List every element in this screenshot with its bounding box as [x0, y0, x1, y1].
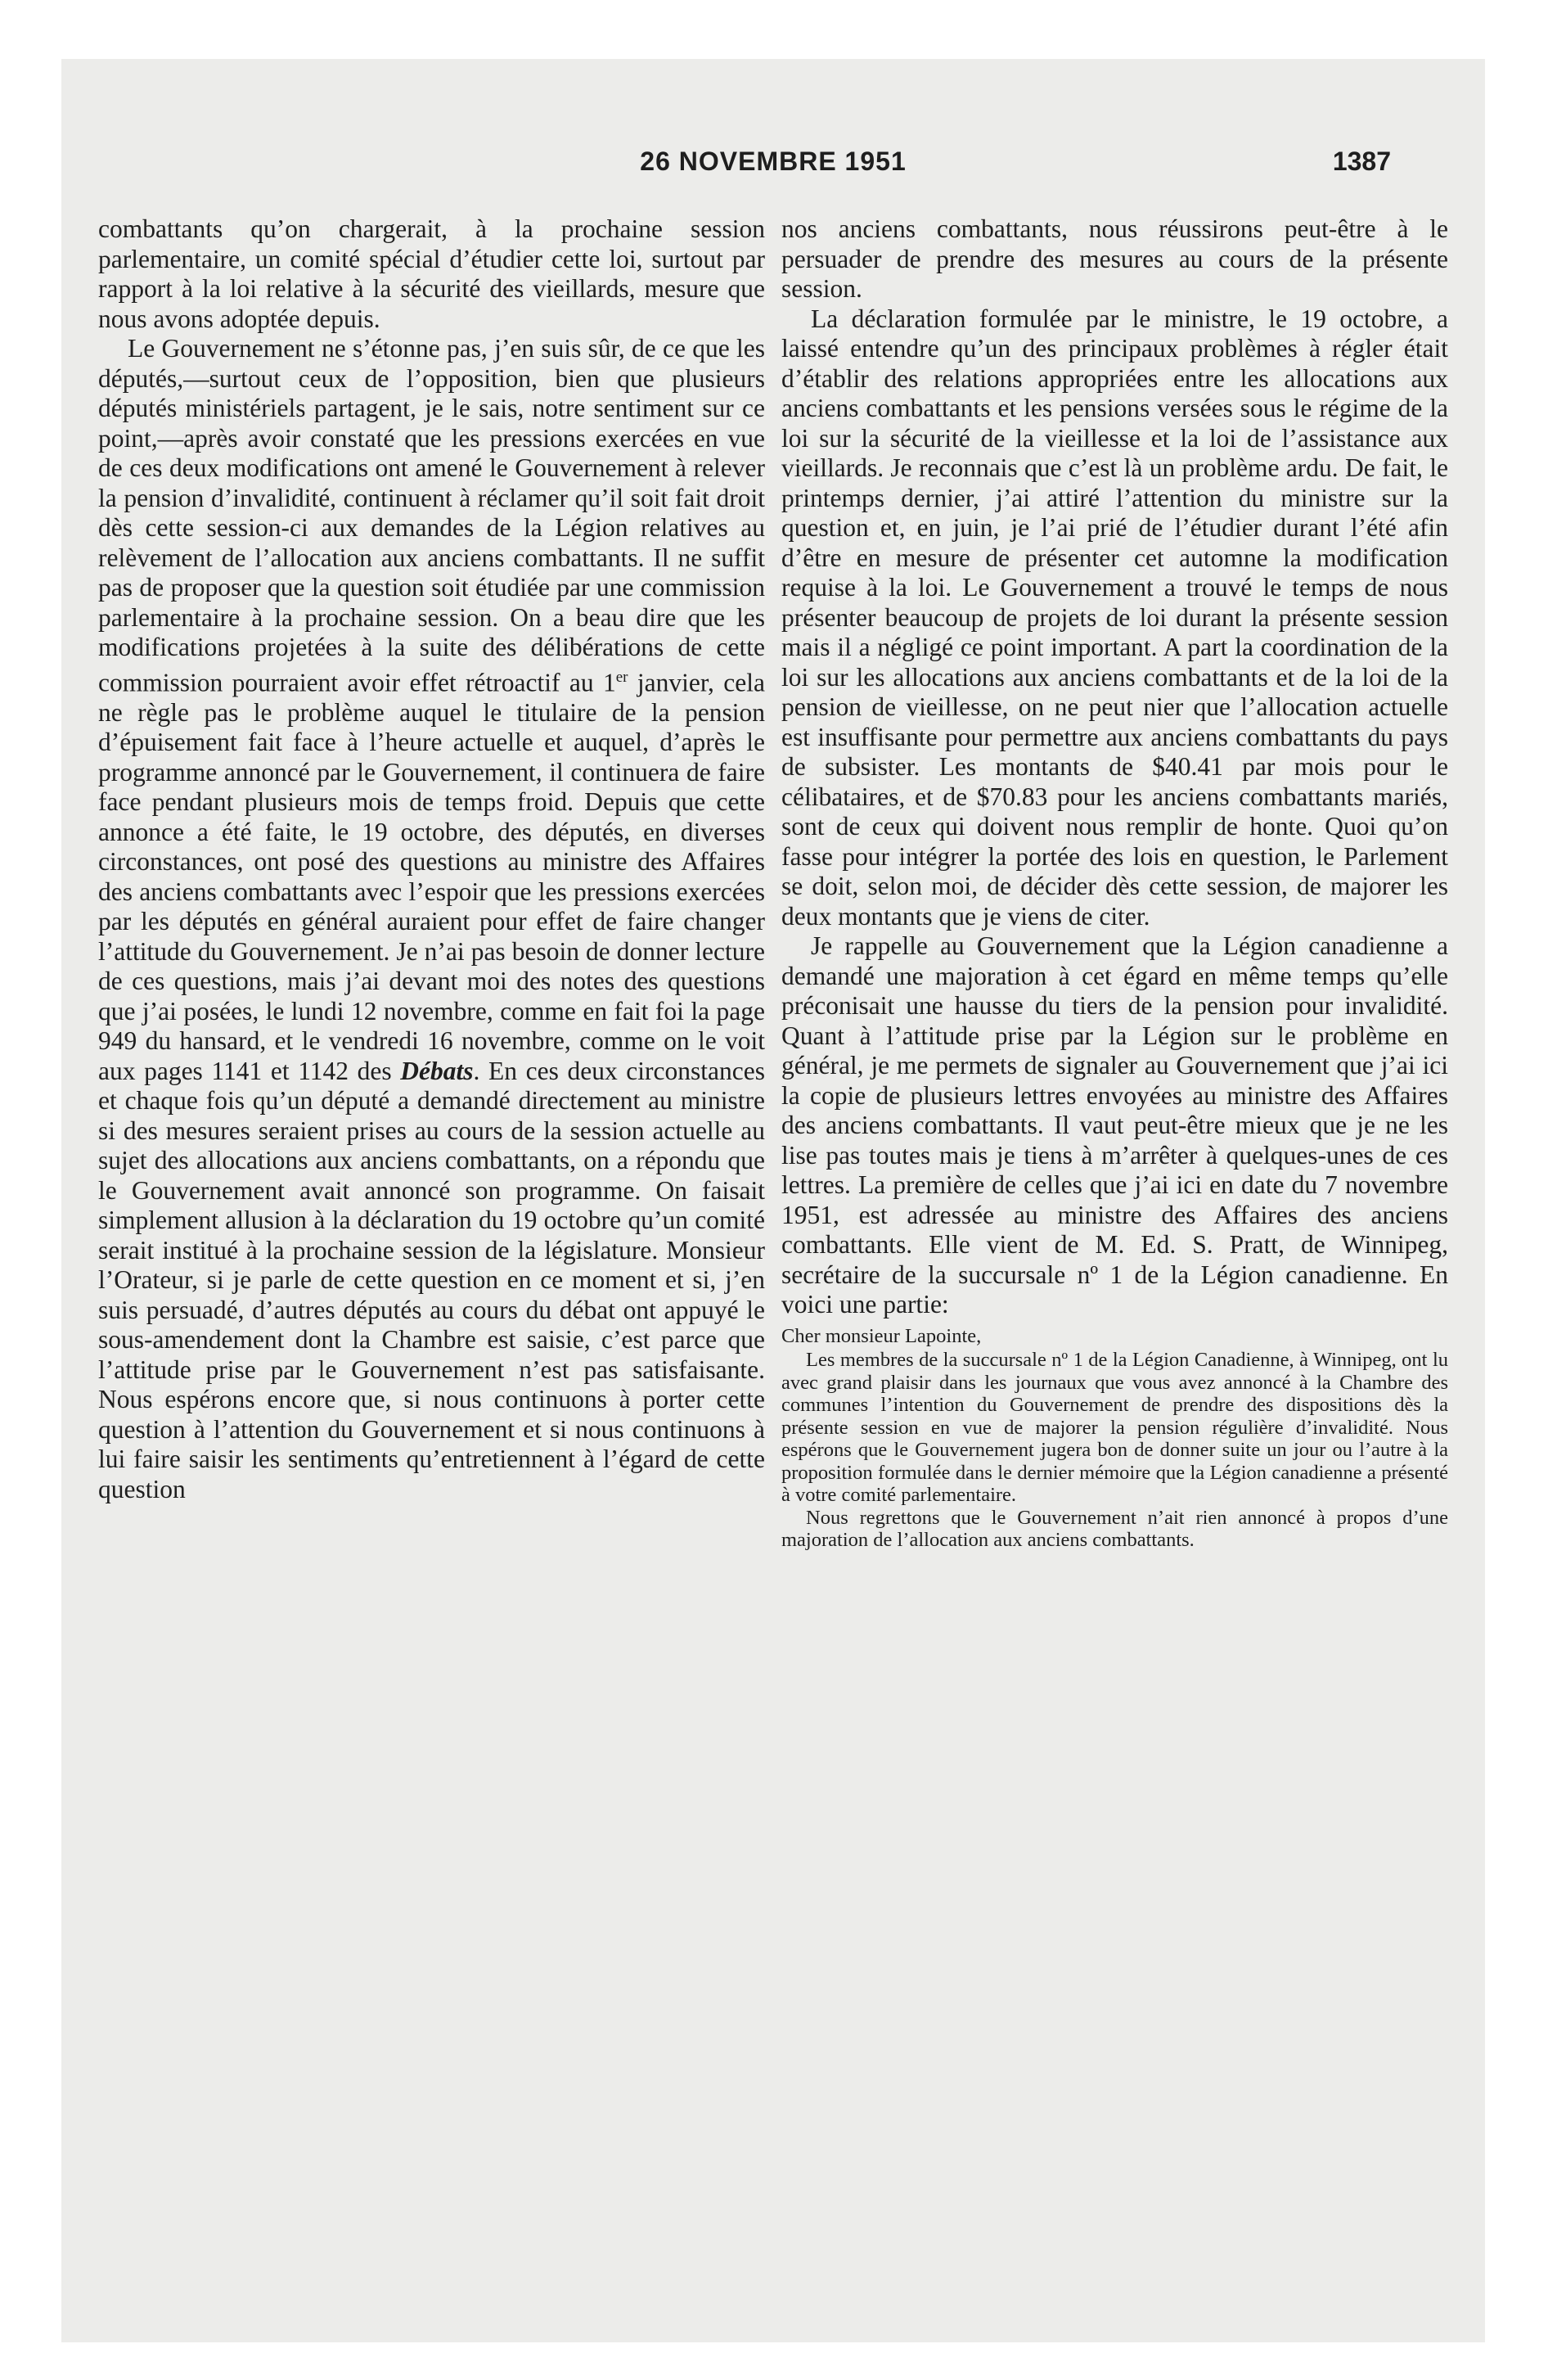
- paragraph: [98, 334, 765, 1504]
- right-column: [781, 214, 1448, 1552]
- paragraph: La déclaration formulée par le ministre, le 19 octobre, a laissé entendre qu’un des principaux problèmes à régler était d’établir des relations appropriées entre les allocations aux anciens combattants et les pensions versées sous le régime de la loi sur la sécurité de la vieillesse et la loi de l’assistance aux vieillards. Je reconnais que c’est là un problème ardu. De fait, le printemps dernier, j’ai attiré l’attention du ministre sur la question et, en juin, je l’ai prié de l’étudier durant l’été afin d’être en mesure de présenter cet automne la modification requise à la loi. Le Gouvernement a trouvé le temps de nous présenter beaucoup de projets de loi durant la présente session mais il a négligé ce point important. A part la coordination de la loi sur les allocations aux anciens combattants et de la loi de la pension de vieillesse, on ne peut nier que l’allocation actuelle est insuffisante pour permettre aux anciens combattants du pays de subsister. Les montants de $40.41 par mois pour le célibataires, et de $70.83 pour les anciens combattants mariés, sont de ceux qui doivent nous remplir de honte. Quoi qu’on fasse pour intégrer la portée des lois en question, le Parlement se doit, selon moi, de décider dès cette session, de majorer les deux montants que je viens de citer.: [781, 304, 1448, 931]
- ordinal-superscript: er: [615, 668, 628, 686]
- paragraph: Je rappelle au Gouvernement que la Légion canadienne a demandé une majoration à cet égard en même temps qu’elle préconisait une hausse du tiers de la pension pour invalidité. Quant à l’attitude prise par la Légion sur le problème en général, je me permets de signaler au Gouvernement que j’ai ici la copie de plusieurs lettres envoyées au ministre des Affaires des anciens combattants. Il vaut peut-être mieux que je ne les lise pas toutes mais je tiens à m’arrêter à quelques-unes de ces lettres. La première de celles que j’ai ici en date du 7 novembre 1951, est adressée au ministre des Affaires des anciens combattants. Elle vient de M. Ed. S. Pratt, de Winnipeg, secrétaire de la succursale nº 1 de la Légion canadienne. En voici une partie:: [781, 931, 1448, 1318]
- paragraph: combattants qu’on chargerait, à la prochaine session parlementaire, un comité spécial d’étudier cette loi, surtout par rapport à la loi relative à la sécurité des vieillards, mesure que nous avons adoptée depuis.: [98, 214, 765, 333]
- paragraph: nos anciens combattants, nous réussirons peut-être à le persuader de prendre des mesures au cours de la présente session.: [781, 214, 1448, 303]
- paragraph-text: Le Gouvernement ne s’étonne pas, j’en suis sûr, de ce que les députés,—surtout ceux de l’opposition, bien que plusieurs députés ministériels partagent, je le sais, notre sentiment sur ce point,—après avoir constaté que les pressions exercées en vue de ces deux modifications ont amené le Gouvernement à relever la pension d’invalidité, continuent à réclamer qu’il soit fait droit dès cette session-ci aux demandes de la Légion relatives au relèvement de l’allocation aux anciens combattants. Il ne suffit pas de proposer que la question soit étudiée par une commission parlementaire à la prochaine session. On a beau dire que les modifications projetées à la suite des délibérations de cette commission pourraient avoir effet rétroactif au 1: [98, 334, 765, 696]
- header-date: 26 NOVEMBRE 1951: [640, 146, 907, 176]
- letter-salutation: Cher monsieur Lapointe,: [781, 1324, 982, 1347]
- letter-paragraph: Nous regrettons que le Gouvernement n’ait rien annoncé à propos d’une majoration de l’allocation aux anciens combattants.: [781, 1506, 1448, 1551]
- left-column: [98, 214, 765, 1504]
- paragraph-text: janvier, cela ne règle pas le problème auquel le titulaire de la pension d’épuisement fait face à l’heure actuelle et auquel, d’après le programme annoncé par le Gouvernement, il continuera de faire face pendant plusieurs mois de temps froid. Depuis que cette annonce a été faite, le 19 octobre, des députés, en diverses circonstances, ont posé des questions au ministre des Affaires des anciens combattants avec l’espoir que les pressions exercées par les députés en général auraient pour effet de faire changer l’attitude du Gouvernement. Je n’ai pas besoin de donner lecture de ces questions, mais j’ai devant moi des notes des questions que j’ai posées, le lundi 12 novembre, comme en fait foi la page 949 du hansard, et le vendredi 16 novembre, comme on le voit aux pages 1141 et 1142 des: [98, 668, 766, 1085]
- letter-quotation: [781, 1325, 1448, 1552]
- running-header: [61, 146, 1485, 189]
- page-number: 1387: [1332, 146, 1391, 176]
- italic-title: Débats: [400, 1056, 474, 1085]
- letter-paragraph: Les membres de la succursale nº 1 de la Légion Canadienne, à Winnipeg, ont lu avec grand plaisir dans les journaux que vous avez annoncé à la Chambre des communes l’intention du Gouvernement de prendre des dispositions dès la présente session en vue de majorer la pension régulière d’invalidité. Nous espérons que le Gouvernement jugera bon de donner suite un jour ou l’autre à la proposition formulée dans le dernier mémoire que la Légion canadienne a présenté à votre comité parlementaire.: [781, 1349, 1448, 1506]
- paragraph-text: . En ces deux circonstances et chaque fois qu’un député a demandé directement au ministre si des mesures seraient prises au cours de la session actuelle au sujet des allocations aux anciens combattants, on a répondu que le Gouvernement avait annoncé son programme. On faisait simplement allusion à la déclaration du 19 octobre qu’un comité serait institué à la prochaine session de la législature. Monsieur l’Orateur, si je parle de cette question en ce moment et si, j’en suis persuadé, d’autres députés au cours du débat ont appuyé le sous-amendement dont la Chambre est saisie, c’est parce que l’attitude prise par le Gouvernement n’est pas satisfaisante. Nous espérons encore que, si nous continuons à porter cette question à l’attention du Gouvernement et si nous continuons à lui faire saisir les sentiments qu’entretiennent à l’égard de cette question: [98, 1056, 765, 1503]
